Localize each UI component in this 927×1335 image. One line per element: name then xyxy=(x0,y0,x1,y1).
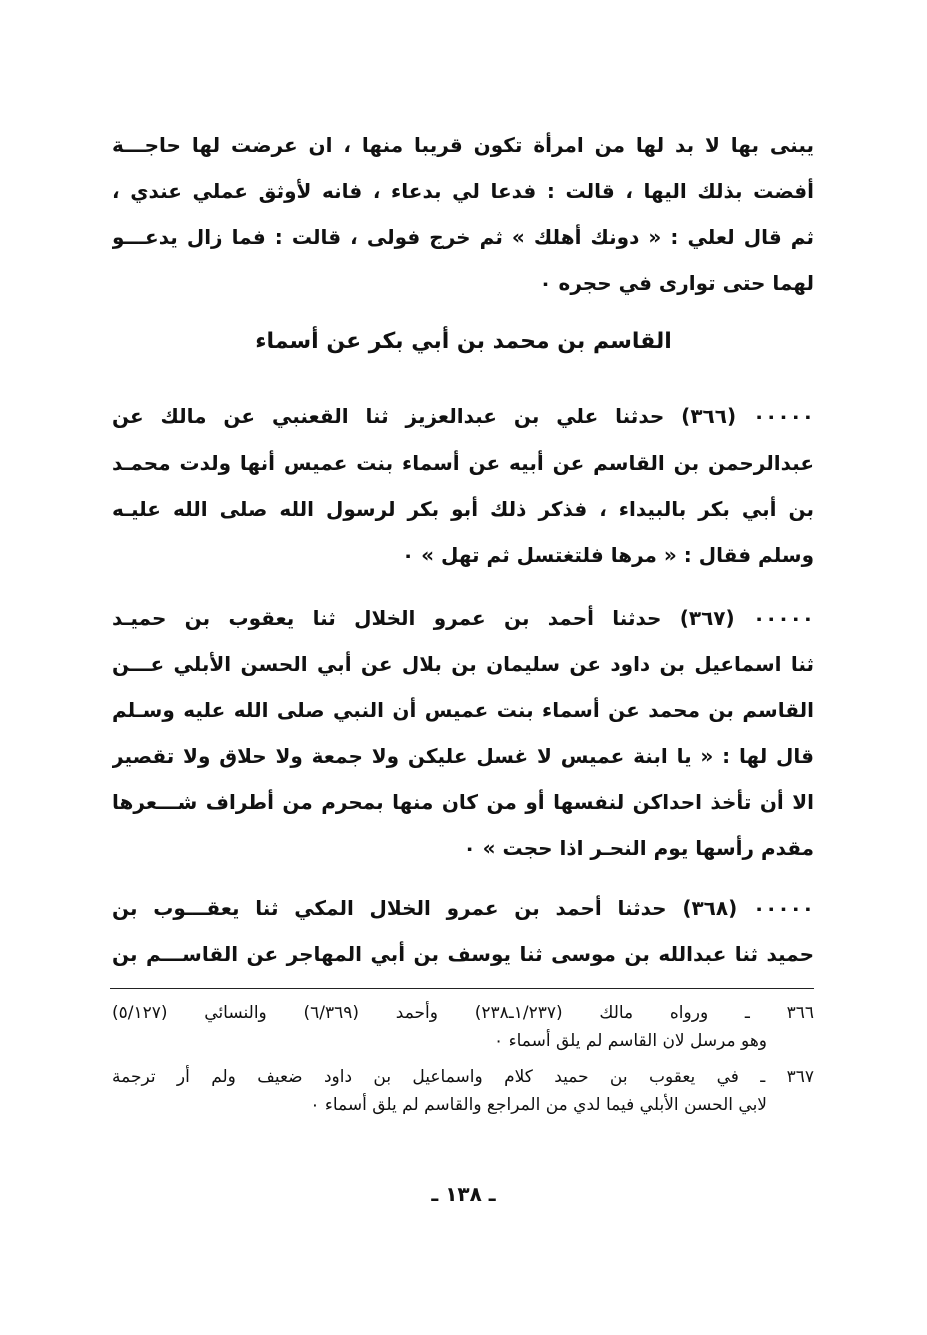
footnote-divider xyxy=(110,988,814,989)
footnote-line: وهو مرسل لان القاسم لم يلق أسماء ٠ xyxy=(494,1031,767,1051)
body-line: الا أن تأخذ احداكن لنفسها أو من كان منها بمحرم من أطراف شـــعرها xyxy=(112,790,814,814)
body-line: مقدم رأسها يوم النحـر اذا حجت » ٠ xyxy=(463,836,814,860)
body-line: بن أبي بكر بالبيداء ، فذكر ذلك أبو بكر لرسول الله صلى الله عليـه xyxy=(112,497,814,521)
body-line: يبنى بها لا بد لها من امرأة تكون قريبا منها ، ان عرضت لها حاجـــة xyxy=(112,133,814,157)
body-line: حميد ثنا عبدالله بن موسى ثنا يوسف بن أبي المهاجر عن القاســـم بن xyxy=(112,942,814,966)
body-line: لهما حتى توارى في حجره ٠ xyxy=(539,271,814,295)
body-line: ٠٠٠٠٠ (٣٦٨) حدثنا أحمد بن عمرو الخلال المكي ثنا يعقـــوب بن xyxy=(112,896,814,920)
section-heading: القاسم بن محمد بن أبي بكر عن أسماء xyxy=(255,329,672,354)
body-line: ٠٠٠٠٠ (٣٦٧) حدثنا أحمد بن عمرو الخلال ثنا يعقوب بن حميـد xyxy=(112,606,814,630)
body-line: قال لها : « يا ابنة عميس لا غسل عليكن ولا جمعة ولا حلاق ولا تقصير xyxy=(112,744,814,768)
body-line: ٠٠٠٠٠ (٣٦٦) حدثنا علي بن عبدالعزيز ثنا القعنبي عن مالك عن xyxy=(112,404,814,428)
body-line: أفضت بذلك اليها ، قالت : فدعا لي بدعاء ، فانه لأوثق عملي عندي ، xyxy=(112,179,814,203)
page-number: ـ ١٣٨ ـ xyxy=(431,1182,496,1206)
body-line: ثنا اسماعيل بن داود عن سليمان بن بلال عن أبي الحسن الأبلي عـــن xyxy=(112,652,814,676)
body-line: وسلم فقال : « مرها فلتغتسل ثم تهل » ٠ xyxy=(401,543,814,567)
body-line: عبدالرحمن بن القاسم عن أبيه عن أسماء بنت عميس أنها ولدت محمـد xyxy=(112,451,814,475)
footnote-line: ٣٦٧ ـ في يعقوب بن حميد كلام واسماعيل بن داود ضعيف ولم أر ترجمة xyxy=(112,1067,814,1087)
body-line: القاسم بن محمد عن أسماء بنت عميس أن النبي صلى الله عليه وسـلم xyxy=(112,698,814,722)
body-line: ثم قال لعلي : « دونك أهلك » ثم خرج فولى ، قالت : فما زال يدعـــو xyxy=(112,225,814,249)
footnote-line: لابي الحسن الأبلي فيما لدي من المراجع والقاسم لم يلق أسماء ٠ xyxy=(310,1095,767,1115)
footnote-line: ٣٦٦ ـ ورواه مالك (١/٢٣٧ـ٢٣٨) وأحمد (٦/٣٦٩) والنسائي (٥/١٢٧) xyxy=(112,1003,814,1023)
